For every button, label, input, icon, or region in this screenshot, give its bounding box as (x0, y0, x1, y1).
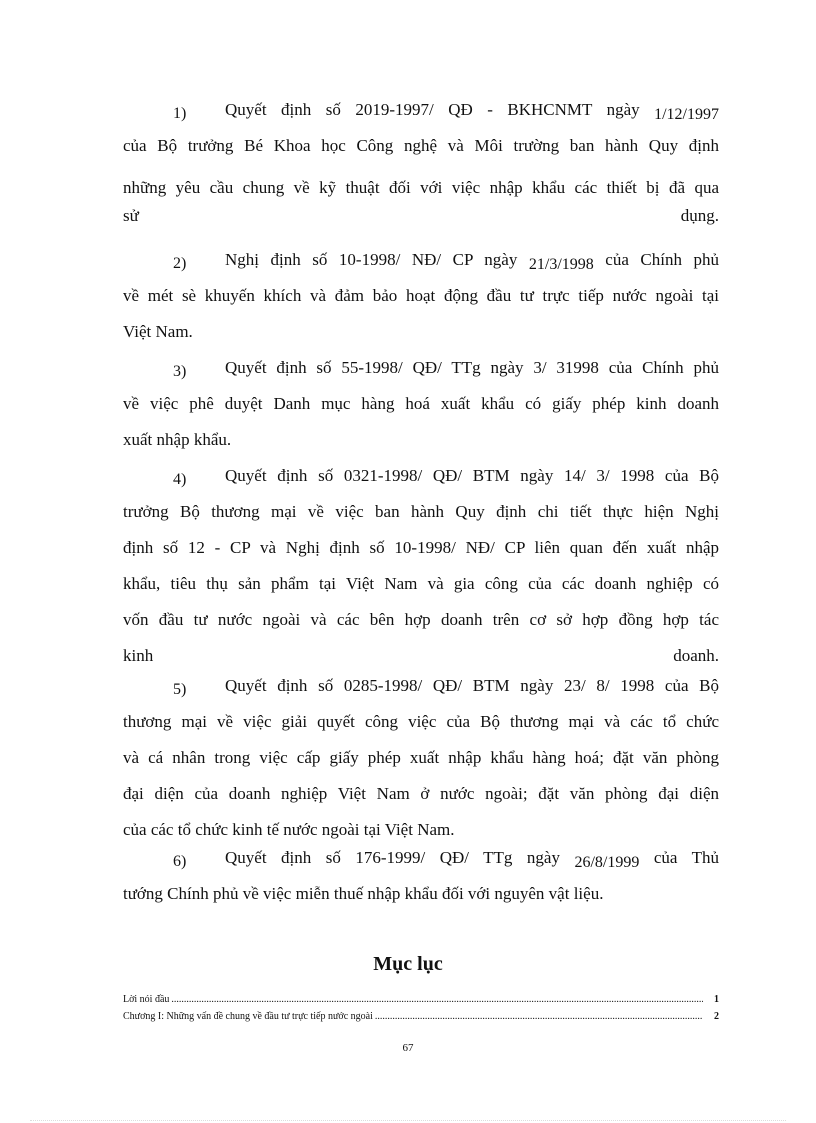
reference-line: sử dụng. (123, 206, 719, 225)
item-number: 1) (173, 105, 187, 122)
toc-leader (375, 1010, 703, 1024)
reference-line: trưởng Bộ thương mại về việc ban hành Quy định chi tiết thực hiện Nghị (123, 502, 719, 521)
reference-item-2 (123, 242, 719, 350)
item-number: 4) (173, 471, 187, 488)
reference-line: của các tổ chức kinh tế nước ngoài tại Việt Nam. (123, 820, 455, 839)
reference-item-3 (123, 350, 719, 458)
reference-line: về mét sè khuyến khích và đảm bảo hoạt động đầu tư trực tiếp nước ngoài tại (123, 286, 719, 305)
reference-line: xuất nhập khẩu. (123, 430, 232, 449)
reference-item-5 (123, 668, 719, 848)
reference-item-4 (123, 458, 719, 674)
reference-line: Việt Nam. (123, 322, 193, 341)
reference-line: vốn đầu tư nước ngoài và các bên hợp doanh trên cơ sở hợp đồng hợp tác (123, 610, 719, 629)
reference-line: đại diện của doanh nghiệp Việt Nam ở nước ngoài; đặt văn phòng đại diện (123, 784, 719, 803)
reference-line: khẩu, tiêu thụ sản phẩm tại Việt Nam và gia công của các doanh nghiệp có (123, 574, 719, 593)
reference-line: kinh doanh. (123, 646, 719, 665)
date: 26/8/1999 (574, 854, 640, 871)
item-number: 5) (173, 681, 187, 698)
reference-item-1 (123, 92, 719, 234)
reference-line: 1) Quyết định số 2019-1997/ QĐ - BKHCNMT ngày 1/12/1997 (123, 92, 719, 128)
date: 1/12/1997 (654, 106, 719, 123)
reference-line: những yêu cầu chung về kỹ thuật đối với việc nhập khẩu các thiết bị đã qua (123, 178, 719, 197)
reference-line: về việc phê duyệt Danh mục hàng hoá xuất khẩu có giấy phép kinh doanh (123, 394, 719, 413)
toc-entry[interactable] (123, 1010, 719, 1024)
reference-line: và cá nhân trong việc cấp giấy phép xuất nhập khẩu hàng hoá; đặt văn phòng (123, 748, 719, 767)
page-number: 67 (402, 1042, 414, 1054)
toc-entry[interactable] (123, 993, 719, 1007)
item-number: 6) (173, 853, 187, 870)
reference-item-6 (123, 840, 719, 912)
reference-line: 5) Quyết định số 0285-1998/ QĐ/ BTM ngày 23/ 8/ 1998 của Bộ (123, 668, 719, 704)
reference-line: của Bộ trưởng Bé Khoa học Công nghệ và Môi trường ban hành Quy định (123, 136, 719, 155)
toc-entry-page: 2 (714, 1011, 719, 1022)
reference-line: thương mại về việc giải quyết công việc của Bộ thương mại và các tổ chức (123, 712, 719, 731)
reference-line: 6) Quyết định số 176-1999/ QĐ/ TTg ngày 26/8/1999 của Thủ (123, 840, 719, 876)
item-number: 3) (173, 363, 187, 380)
date: 21/3/1998 (528, 256, 594, 273)
toc-title: Mục lục (373, 953, 443, 975)
bottom-divider (30, 1120, 786, 1121)
toc-leader (171, 993, 703, 1007)
reference-line: 4) Quyết định số 0321-1998/ QĐ/ BTM ngày 14/ 3/ 1998 của Bộ (123, 458, 719, 494)
item-number: 2) (173, 255, 187, 272)
reference-line: định số 12 - CP và Nghị định số 10-1998/ NĐ/ CP liên quan đến xuất nhập (123, 538, 719, 557)
toc-entry-label: Chương I: Những vấn đề chung về đầu tư trực tiếp nước ngoài (123, 1011, 373, 1022)
toc-entry-label: Lời nói đầu (123, 994, 170, 1005)
reference-line: tướng Chính phủ về việc miễn thuế nhập khẩu đối với nguyên vật liệu. (123, 884, 604, 903)
toc-entry-page: 1 (714, 994, 719, 1005)
reference-line: 2) Nghị định số 10-1998/ NĐ/ CP ngày 21/3/1998 của Chính phủ (123, 242, 719, 278)
reference-line: 3) Quyết định số 55-1998/ QĐ/ TTg ngày 3/ 31998 của Chính phủ (123, 350, 719, 386)
